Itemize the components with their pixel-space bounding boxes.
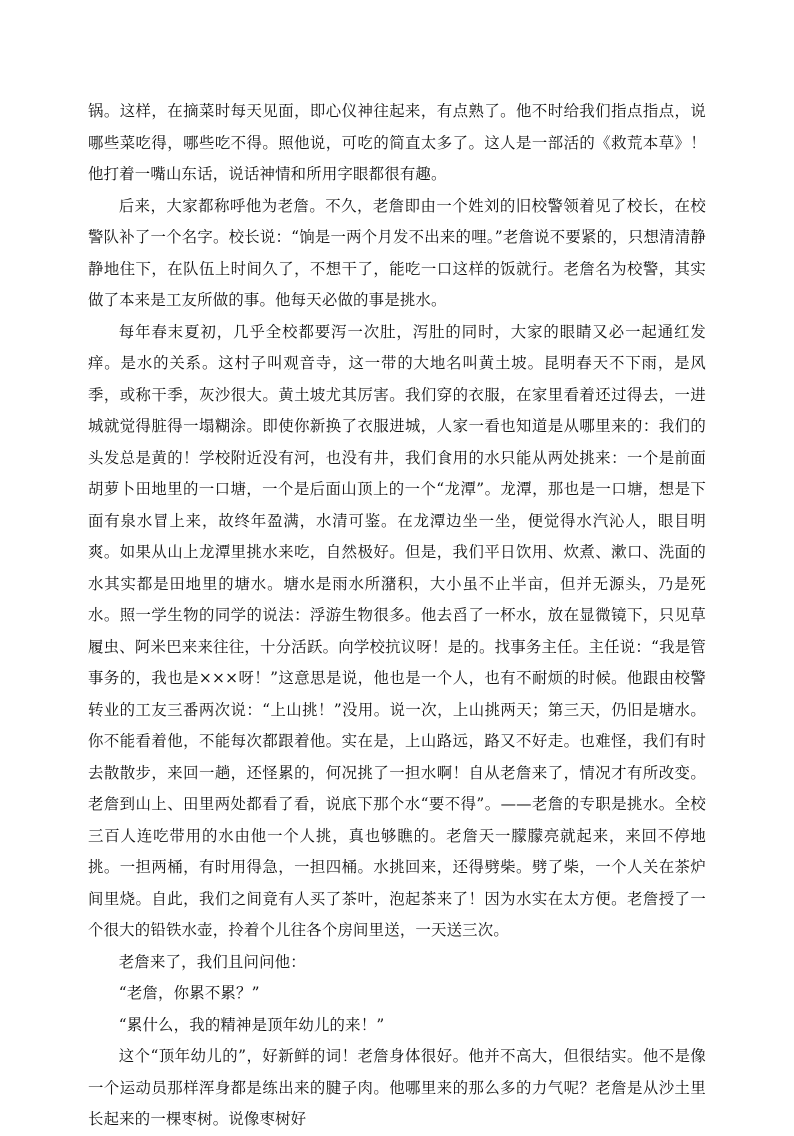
paragraph-3: 每年春末夏初，几乎全校都要泻一次肚，泻肚的同时，大家的眼睛又必一起通红发痒。是水的关系。这村子叫观音寺，这一带的大地名叫黄土坡。昆明春天不下雨，是风季，或称干季，灰沙很大。黄土坡尤其厉害。我们穿的衣服，在家里看着还过得去，一进城就觉得脏得一塌糊涂。即使你新换了衣服进城，人家一看也知道是从哪里来的：我们的头发总是黄的！学校附近没有河，也没有井，我们食用的水只能从两处挑来：一个是前面胡萝卜田地里的一口塘，一个是后面山顶上的一个“龙潭”。龙潭，那也是一口塘，想是下面有泉水冒上来，故终年盈满，水清可鉴。在龙潭边坐一坐，便觉得水汽沁人，眼目明爽。如果从山上龙潭里挑水来吃，自然极好。但是，我们平日饮用、炊煮、漱口、洗面的水其实都是田地里的塘水。塘水是雨水所潴积，大小虽不止半亩，但并无源头，乃是死水。照一学生物的同学的说法：浮游生物很多。他去舀了一杯水，放在显微镜下，只见草履虫、阿米巴来来往往，十分活跃。向学校抗议呀！是的。找事务主任。主任说：“我是管事务的，我也是×××呀！”这意思是说，他也是一个人，也有不耐烦的时候。他跟由校警转业的工友三番两次说：“上山挑！”没用。说一次，上山挑两天；第三天，仍旧是塘水。你不能看着他，不能每次都跟着他。实在是，上山路远，路又不好走。也难怪，我们有时去散散步，来回一趟，还怪累的，何况挑了一担水啊！自从老詹来了，情况才有所改变。老詹到山上、田里两处都看了看，说底下那个水“要不得”。——老詹的专职是挑水。全校三百人连吃带用的水由他一个人挑，真也够瞧的。老詹天一朦朦亮就起来，来回不停地挑。一担两桶，有时用得急，一担四桶。水挑回来，还得劈柴。劈了柴，一个人关在茶炉间里烧。自此，我们之间竟有人买了茶叶，泡起茶来了！因为水实在太方便。老詹授了一个很大的铅铁水壶，拎着个儿往各个房间里送，一天送三次。 xyxy=(88,322,706,939)
paragraph-5: “老詹，你累不累？” xyxy=(118,984,260,1002)
paragraph-4: 老詹来了，我们且问问他： xyxy=(118,952,306,971)
paragraph-2: 后来，大家都称呼他为老詹。不久，老詹即由一个姓刘的旧校警领着见了校长，在校警队补了一个名字。校长说：“饷是一两个月发不出来的哩。”老詹说不要紧的，只想清清静静地住下，在队伍上时间久了，不想干了，能吃一口这样的饭就行。老詹名为校警，其实做了本来是工友所做的事。他每天必做的事是挑水。 xyxy=(88,196,706,309)
document-text-body xyxy=(88,96,706,1136)
paragraph-6: “累什么，我的精神是顶年幼儿的来！” xyxy=(118,1015,385,1034)
paragraph-1: 锅。这样，在摘菜时每天见面，即心仪神往起来，有点熟了。他不时给我们指点指点，说哪些菜吃得，哪些吃不得。照他说，可吃的简直太多了。这人是一部活的《救荒本草》！他打着一嘴山东话，说话神情和所用字眼都很有趣。 xyxy=(88,102,706,183)
paragraph-7: 这个“顶年幼儿的”，好新鲜的词！老詹身体很好。他并不高大，但很结实。他不是像一个运动员那样浑身都是练出来的腱子肉。他哪里来的那么多的力气呢？老詹是从沙土里长起来的一棵枣树。说像枣树好 xyxy=(88,1047,706,1128)
